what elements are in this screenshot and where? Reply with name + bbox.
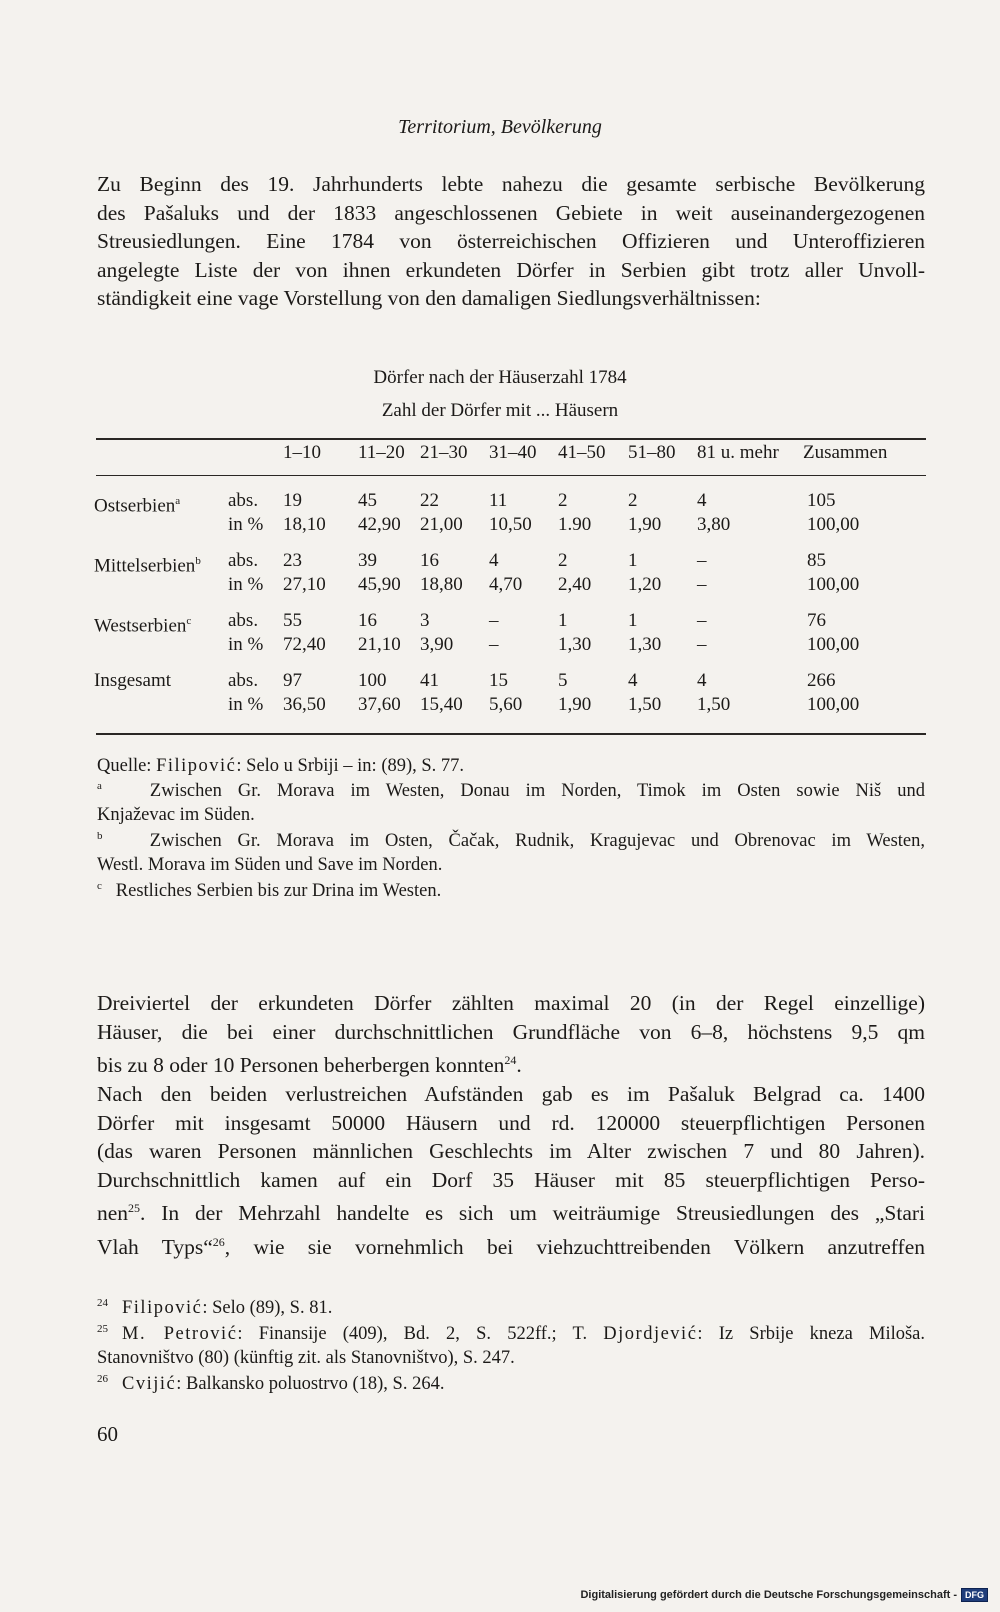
table-top-rule — [96, 438, 926, 440]
table-cell: 4 — [489, 550, 499, 571]
footnote-author: M. Petrović — [122, 1324, 238, 1344]
table-cell: 85 — [807, 550, 826, 571]
table-cell: 15 — [489, 670, 508, 691]
table-cell: 45,90 — [358, 574, 401, 595]
text-line: Streusiedlungen. Eine 1784 von österreichischen Offizieren und Unteroffizieren — [97, 229, 925, 254]
table-cell: 4 — [697, 670, 707, 691]
note-text: Zwischen Gr. Morava im Osten, Čačak, Rudnik, Kragujevac und Obrenovac im Westen, — [149, 831, 926, 851]
table-cell: 72,40 — [283, 634, 326, 655]
column-header: 1–10 — [283, 442, 321, 463]
table-note-c — [97, 879, 925, 903]
region-name: Mittelserbien — [94, 555, 196, 577]
running-head: Territorium, Bevölkerung — [398, 116, 602, 138]
text-line: Zu Beginn des 19. Jahrhunderts lebte nahezu die gesamte serbische Bevölkerung — [97, 172, 925, 196]
table-cell: 16 — [420, 550, 439, 571]
dfg-logo: DFG — [961, 1588, 988, 1602]
region-name: Westserbien — [94, 615, 187, 637]
column-header: 51–80 — [628, 442, 676, 463]
credit-text: Digitalisierung gefördert durch die Deutsche Forschungsgemeinschaft - — [580, 1589, 957, 1601]
table-cell: 2 — [628, 490, 638, 511]
text-line — [97, 1228, 925, 1262]
row-region-label — [94, 670, 171, 692]
note-text: Restliches Serbien bis zur Drina im Westen. — [115, 881, 442, 901]
text-line — [97, 1046, 925, 1080]
table-cell: 23 — [283, 550, 302, 571]
table-cell: 27,10 — [283, 574, 326, 595]
table-cell: 16 — [358, 610, 377, 631]
table-note-a — [97, 779, 925, 827]
source-text: : Selo u Srbiji – in: (89), S. 77. — [236, 756, 465, 776]
row-kind-label: abs. — [228, 550, 259, 571]
table-cell: 2 — [558, 550, 568, 571]
table-bottom-rule — [96, 733, 926, 735]
row-kind-label: in % — [228, 694, 264, 715]
region-note-mark: a — [175, 495, 181, 507]
table-cell: – — [697, 610, 707, 631]
text-line: Häuser, die bei einer durchschnittlichen Grundfläche von 6–8, höchstens 9,5 qm — [97, 1019, 925, 1044]
table-cell: 4 — [697, 490, 707, 511]
row-kind-label: in % — [228, 574, 264, 595]
footnote-author: Djordjević — [603, 1324, 698, 1344]
table-cell: – — [697, 634, 707, 655]
table-cell: 76 — [807, 610, 826, 631]
text-span: , wie sie vornehmlich bei viehzuchttreibenden Völkern anzutreffen — [224, 1235, 926, 1260]
row-kind-label: in % — [228, 634, 264, 655]
table-source — [97, 754, 925, 778]
table-cell: 5,60 — [489, 694, 523, 715]
table-note-b — [97, 829, 925, 877]
text-span: . In der Mehrzahl handelte es sich um weiträumige Streusiedlungen des „Stari — [140, 1201, 925, 1226]
column-header: 21–30 — [420, 442, 468, 463]
text-span: nen — [97, 1201, 129, 1226]
table-title: Dörfer nach der Häuserzahl 1784 — [373, 367, 627, 388]
footnote-author: Cvijić — [122, 1374, 177, 1394]
intro-paragraph — [97, 170, 925, 313]
table-cell: 100,00 — [807, 634, 860, 655]
text-line: Nach den beiden verlustreichen Aufständen gab es im Pašaluk Belgrad ca. 1400 — [97, 1081, 925, 1106]
table-cell: 2,40 — [558, 574, 592, 595]
text-line: angelegte Liste der von ihnen erkundeten Dörfer in Serbien gibt trotz aller Unvoll- — [97, 257, 925, 282]
table-header-rule — [96, 475, 926, 476]
table-cell: 1 — [558, 610, 568, 631]
footnote-24 — [97, 1296, 925, 1320]
table-cell: 1,20 — [628, 574, 662, 595]
table-cell: 1,30 — [558, 634, 592, 655]
note-text: Zwischen Gr. Morava im Westen, Donau im Norden, Timok im Osten sowie Niš und — [149, 781, 926, 801]
note-mark: a — [97, 779, 102, 792]
table-cell: 100 — [358, 670, 387, 691]
table-cell: 42,90 — [358, 514, 401, 535]
table-cell: 18,80 — [420, 574, 463, 595]
source-author: Filipović — [156, 756, 237, 776]
footnote-25 — [97, 1322, 925, 1370]
footnote-text: Stanovništvo (80) (künftig zit. als Stanovništvo), S. 247. — [97, 1348, 515, 1368]
region-name: Ostserbien — [94, 495, 176, 517]
table-cell: 1,50 — [628, 694, 662, 715]
column-header: Zusammen — [803, 442, 888, 463]
text-span: . — [516, 1053, 522, 1078]
row-kind-label: abs. — [228, 670, 259, 691]
table-cell: 266 — [807, 670, 836, 691]
table-cell: 22 — [420, 490, 439, 511]
table-cell: 100,00 — [807, 514, 860, 535]
note-mark: c — [97, 879, 102, 892]
column-header: 41–50 — [558, 442, 606, 463]
page-number: 60 — [97, 1422, 118, 1446]
table-cell: 19 — [283, 490, 302, 511]
row-kind-label: in % — [228, 514, 264, 535]
footnote-text: : Selo (89), S. 81. — [202, 1298, 333, 1318]
region-note-mark: c — [186, 615, 192, 627]
footnote-26 — [97, 1372, 925, 1396]
note-text: Knjaževac im Süden. — [97, 805, 255, 825]
table-cell: 21,10 — [358, 634, 401, 655]
text-line: Dreiviertel der erkundeten Dörfer zählten maximal 20 (in der Regel einzellige) — [97, 991, 925, 1015]
table-cell: 21,00 — [420, 514, 463, 535]
table-cell: 2 — [558, 490, 568, 511]
footnote-text: : Iz Srbije kneza Miloša. — [697, 1324, 926, 1344]
table-cell: 18,10 — [283, 514, 326, 535]
row-kind-label: abs. — [228, 490, 259, 511]
table-cell: 3,80 — [697, 514, 731, 535]
footnote-author: Filipović — [122, 1298, 203, 1318]
table-cell: 45 — [358, 490, 377, 511]
text-span: Vlah Typs“ — [97, 1235, 213, 1260]
text-span: bis zu 8 oder 10 Personen beherbergen konnten — [97, 1053, 505, 1078]
text-line: des Pašaluks und der 1833 angeschlossenen Gebiete in weit auseinandergezogenen — [97, 200, 925, 225]
table-cell: 37,60 — [358, 694, 401, 715]
table-cell: 15,40 — [420, 694, 463, 715]
table-cell: 36,50 — [283, 694, 326, 715]
footnote-ref: 25 — [128, 1201, 141, 1216]
table-cell: 1 — [628, 550, 638, 571]
footnote-ref: 26 — [212, 1235, 225, 1250]
table-cell: – — [489, 610, 499, 631]
column-header: 11–20 — [358, 442, 405, 463]
footnote-number: 26 — [97, 1372, 108, 1385]
table-cell: 97 — [283, 670, 302, 691]
row-region-label — [94, 490, 180, 517]
table-cell: 4 — [628, 670, 638, 691]
region-name: Insgesamt — [94, 670, 172, 691]
table-cell: 1.90 — [558, 514, 592, 535]
text-line — [97, 1194, 925, 1228]
row-region-label — [94, 610, 191, 637]
text-line: Dörfer mit insgesamt 50000 Häusern und rd. 120000 steuerpflichtigen Personen — [97, 1110, 925, 1135]
table-cell: 41 — [420, 670, 439, 691]
table-cell: 100,00 — [807, 694, 860, 715]
table-cell: 55 — [283, 610, 302, 631]
source-label: Quelle: — [97, 756, 157, 776]
table-cell: 10,50 — [489, 514, 532, 535]
footnote-ref: 24 — [504, 1053, 517, 1068]
row-region-label — [94, 550, 201, 577]
table-cell: 1,30 — [628, 634, 662, 655]
table-cell: 3,90 — [420, 634, 454, 655]
row-kind-label: abs. — [228, 610, 259, 631]
table-cell: 39 — [358, 550, 377, 571]
table-cell: – — [697, 574, 707, 595]
column-header: 31–40 — [489, 442, 537, 463]
digitization-credit — [580, 1588, 988, 1602]
table-cell: 4,70 — [489, 574, 523, 595]
table-cell: 105 — [807, 490, 836, 511]
table-cell: 1,50 — [697, 694, 731, 715]
note-text: Westl. Morava im Süden und Save im Norden. — [97, 855, 443, 875]
table-cell: 1,90 — [558, 694, 592, 715]
table-cell: 11 — [489, 490, 508, 511]
column-header: 81 u. mehr — [697, 442, 779, 463]
region-note-mark: b — [195, 555, 201, 567]
table-cell: 100,00 — [807, 574, 860, 595]
table-cell: 3 — [420, 610, 430, 631]
footnote-text: : Balkansko poluostrvo (18), S. 264. — [176, 1374, 445, 1394]
text-line: Durchschnittlich kamen auf ein Dorf 35 Häuser mit 85 steuerpflichtigen Perso- — [97, 1167, 925, 1192]
footnote-number: 24 — [97, 1296, 108, 1309]
table-cell: 1,90 — [628, 514, 662, 535]
note-mark: b — [97, 829, 103, 842]
table-cell: – — [489, 634, 499, 655]
footnote-text: : Finansije (409), Bd. 2, S. 522ff.; T. — [237, 1324, 588, 1344]
table-cell: – — [697, 550, 707, 571]
table-cell: 5 — [558, 670, 568, 691]
footnote-number: 25 — [97, 1322, 108, 1335]
body-paragraph — [97, 989, 925, 1262]
table-cell: 1 — [628, 610, 638, 631]
text-line: (das waren Personen männlichen Geschlechts im Alter zwischen 7 und 80 Jahren). — [97, 1139, 925, 1164]
table-subtitle: Zahl der Dörfer mit ... Häusern — [381, 400, 619, 421]
text-line: ständigkeit eine vage Vorstellung von den damaligen Siedlungsverhältnissen: — [97, 286, 761, 311]
